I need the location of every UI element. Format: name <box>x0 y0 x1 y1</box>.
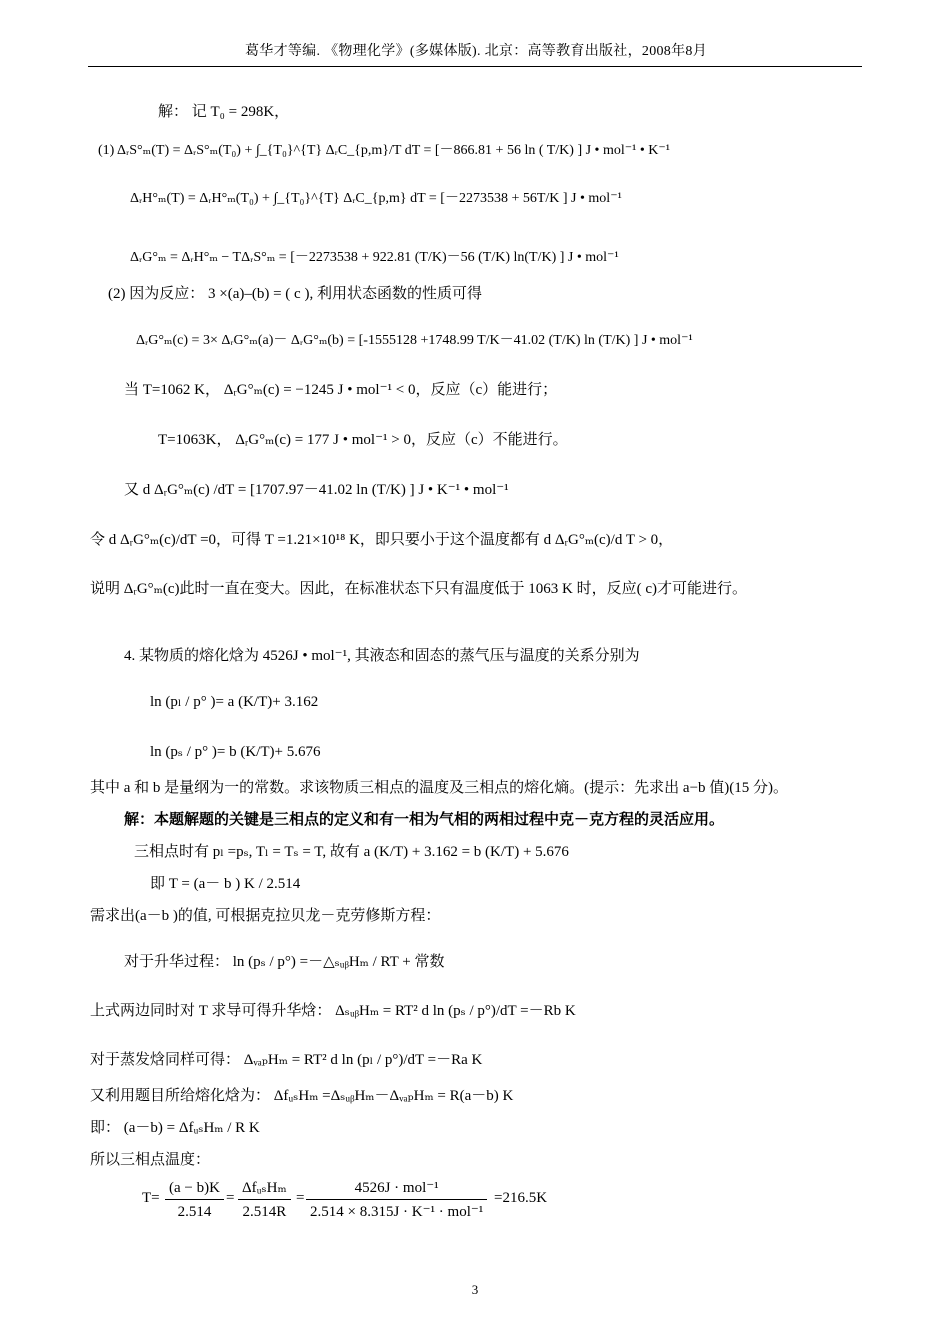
formula-result: =216.5K <box>494 1190 548 1206</box>
equals-1: = <box>226 1190 235 1206</box>
triple-point-temp-label: 所以三相点温度： <box>90 1152 211 1168</box>
sublimation-enthalpy: 上式两边同时对 T 求导可得升华焓： ΔₛᵤᵦHₘ = RT² d ln (pₛ / p°)/dT =－Rb K <box>90 1003 576 1019</box>
page-header: 葛华才等编. 《物理化学》(多媒体版). 北京：高等教育出版社，2008年8月 <box>244 44 708 59</box>
eq-enthalpy: ΔᵣH°ₘ(T) = ΔᵣH°ₘ(T₀) + ∫_{T₀}^{T} ΔᵣC_{p,m} dT = [－2273538 + 56T/K ] J • mol⁻¹ <box>130 191 622 206</box>
eq-liquid: ln (pₗ / p° )= a (K/T)+ 3.162 <box>150 694 319 710</box>
page-number: 3 <box>471 1282 479 1297</box>
fraction-2-den: 2.514R <box>242 1204 287 1220</box>
fraction-3-num: 4526J · mol⁻¹ <box>306 1178 487 1200</box>
equals-2: = <box>296 1190 305 1206</box>
conclusion-3: 说明 ΔᵣG°ₘ(c)此时一直在变大。因此，在标准状态下只有温度低于 1063 K 时，反应( c)才可能进行。 <box>90 581 748 597</box>
eq-solid: ln (pₛ / p° )= b (K/T)+ 5.676 <box>150 744 321 760</box>
part2-intro: (2) 因为反应： 3 ×(a)–(b) = ( c ), 利用状态函数的性质可得 <box>108 286 482 302</box>
fusion-enthalpy: 又利用题目所给熔化焓为： ΔfᵤₛHₘ =ΔₛᵤᵦHₘ－ΔᵥₐₚHₘ = R(a－b) K <box>90 1088 514 1104</box>
case-1062: 当 T=1062 K， ΔᵣG°ₘ(c) = −1245 J • mol⁻¹ < 0，反应（c）能进行； <box>124 382 558 398</box>
need-a-minus-b: 需求出(a－b )的值, 可根据克拉贝龙－克劳修斯方程： <box>90 908 441 924</box>
fraction-2 <box>238 1178 291 1222</box>
triple-point-condition: 三相点时有 pₗ =pₛ, Tₗ = Tₛ = T, 故有 a (K/T) + 3.162 = b (K/T) + 5.676 <box>134 844 569 860</box>
fraction-1-num: (a − b)K <box>165 1178 224 1200</box>
triple-point-T: 即 T = (a－ b ) K / 2.514 <box>150 876 301 892</box>
problem-4: 4. 某物质的熔化焓为 4526J • mol⁻¹, 其液态和固态的蒸气压与温度的关系分别为 <box>124 648 640 664</box>
eq-entropy: (1) ΔᵣS°ₘ(T) = ΔᵣS°ₘ(T₀) + ∫_{T₀}^{T} ΔᵣC_{p,m}/T dT = [－866.81 + 56 ln ( T/K) ] J • mol⁻¹ • K⁻¹ <box>98 143 670 158</box>
sublimation: 对于升华过程： ln (pₛ / p°) =－△ₛᵤᵦHₘ / RT + 常数 <box>124 954 445 970</box>
case-1063: T=1063K， ΔᵣG°ₘ(c) = 177 J • mol⁻¹ > 0，反应（c）不能进行。 <box>158 432 568 448</box>
eq-derivative: 又 d ΔᵣG°ₘ(c) /dT = [1707.97－41.02 ln (T/K) ] J • K⁻¹ • mol⁻¹ <box>124 482 509 498</box>
fraction-3 <box>306 1178 487 1222</box>
formula-lhs: T= <box>142 1190 160 1206</box>
vaporization-enthalpy: 对于蒸发焓同样可得： ΔᵥₐₚHₘ = RT² d ln (pₗ / p°)/dT =－Ra K <box>90 1052 483 1068</box>
header-rule <box>88 66 862 67</box>
fraction-2-num: ΔfᵤₛHₘ <box>238 1178 291 1200</box>
fraction-3-den: 2.514 × 8.315J · K⁻¹ · mol⁻¹ <box>310 1204 484 1220</box>
solution-key: 解：本题解题的关键是三相点的定义和有一相为气相的两相过程中克－克方程的灵活应用。 <box>124 812 725 828</box>
derivative-zero: 令 d ΔᵣG°ₘ(c)/dT =0，可得 T =1.21×10¹⁸ K，即只要小于这个温度都有 d ΔᵣG°ₘ(c)/d T > 0， <box>90 532 674 548</box>
solution-intro: 解： 记 T₀ = 298K， <box>158 104 290 120</box>
a-minus-b: 即： (a－b) = ΔfᵤₛHₘ / R K <box>90 1120 260 1136</box>
eq-gibbs-c: ΔᵣG°ₘ(c) = 3× ΔᵣG°ₘ(a)－ ΔᵣG°ₘ(b) = [-1555128 +1748.99 T/K－41.02 (T/K) ln (T/K) ] J • mol⁻¹ <box>136 333 693 348</box>
fraction-1 <box>165 1178 224 1222</box>
fraction-1-den: 2.514 <box>177 1204 212 1220</box>
eq-gibbs: ΔᵣG°ₘ = ΔᵣH°ₘ − TΔᵣS°ₘ = [－2273538 + 922.81 (T/K)－56 (T/K) ln(T/K) ] J • mol⁻¹ <box>130 250 619 265</box>
problem-4-question: 其中 a 和 b 是量纲为一的常数。求该物质三相点的温度及三相点的熔化熵。(提示：先求出 a−b 值)(15 分)。 <box>90 780 789 796</box>
